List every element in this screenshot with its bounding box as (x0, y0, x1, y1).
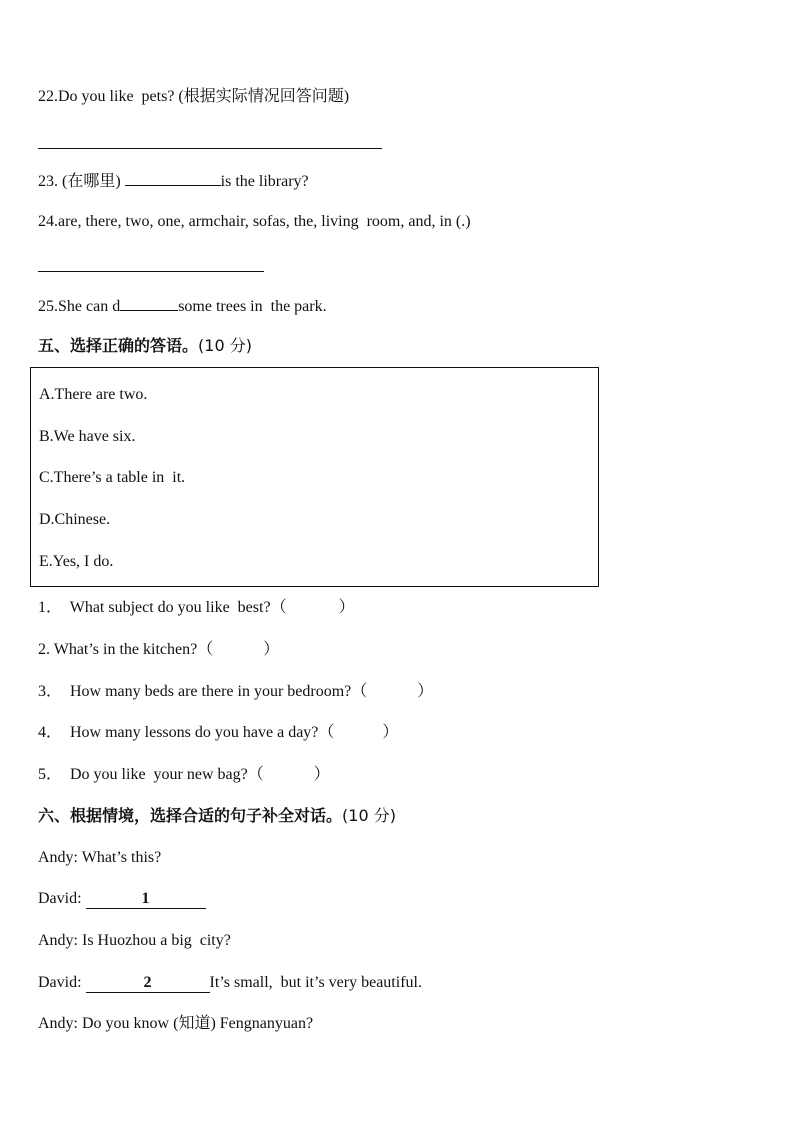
answer-paren-5[interactable]: （ ） (247, 766, 330, 783)
answer-blank-23[interactable] (125, 170, 221, 186)
dialogue-line-4 (38, 973, 422, 993)
option-e: E.Yes, I do. (39, 553, 114, 570)
dialogue-blank-1[interactable]: 1 (86, 890, 206, 909)
q5-3-text: 3． How many beds are there in your bedroom? (38, 683, 352, 700)
q5-1-text: 1． What subject do you like best? (38, 599, 271, 616)
option-d: D.Chinese. (39, 511, 111, 528)
answer-line-24[interactable] (38, 271, 264, 272)
answer-line-22[interactable] (38, 148, 382, 149)
question-25 (38, 295, 327, 317)
section-5-title: 五、选择正确的答语。 (38, 336, 199, 355)
question-5-4 (38, 723, 398, 743)
q25-suffix: some trees in the park. (178, 298, 327, 315)
section-6-points: (10 分) (342, 806, 396, 825)
q23-prefix: 23. (在哪里) (38, 173, 125, 190)
q23-suffix: is the library? (220, 173, 309, 190)
option-b: B.We have six. (39, 428, 136, 445)
question-22: 22.Do you like pets? (根据实际情况回答问题) (38, 88, 350, 105)
question-5-5 (38, 765, 330, 785)
options-box (30, 367, 599, 587)
dialogue-line-1: Andy: What’s this? (38, 849, 162, 866)
section-6-title: 六、根据情境，选择合适的句子补全对话。 (38, 806, 343, 825)
q5-5-text: 5． Do you like your new bag? (38, 766, 248, 783)
dialogue-line-4-rest: It’s small, but it’s very beautiful. (209, 974, 422, 991)
question-24: 24.are, there, two, one, armchair, sofas, the, living room, and, in (.) (38, 213, 471, 230)
q5-4-text: 4． How many lessons do you have a day? (38, 724, 319, 741)
dialogue-line-5: Andy: Do you know (知道) Fengnanyuan? (38, 1015, 314, 1032)
dialogue-blank-2[interactable]: 2 (86, 974, 210, 993)
section-6-heading (38, 806, 396, 826)
section-5-heading (38, 336, 252, 356)
option-c: C.There’s a table in it. (39, 469, 186, 486)
section-5-points: (10 分) (198, 336, 252, 355)
question-5-1 (38, 598, 355, 618)
q5-2-text: 2. What’s in the kitchen? (38, 641, 198, 658)
dialogue-speaker-david-2: David: (38, 974, 86, 991)
option-a: A.There are two. (39, 386, 148, 403)
question-5-3 (38, 682, 433, 702)
dialogue-line-2 (38, 889, 206, 909)
answer-paren-3[interactable]: （ ） (351, 683, 434, 700)
answer-blank-25[interactable] (120, 295, 178, 311)
answer-paren-4[interactable]: （ ） (318, 724, 399, 741)
question-23 (38, 170, 309, 192)
question-5-2 (38, 640, 279, 660)
answer-paren-2[interactable]: （ ） (197, 641, 280, 658)
q25-prefix: 25.She can d (38, 298, 121, 315)
answer-paren-1[interactable]: （ ） (270, 599, 355, 616)
dialogue-line-3: Andy: Is Huozhou a big city? (38, 932, 231, 949)
dialogue-speaker-david: David: (38, 890, 86, 907)
